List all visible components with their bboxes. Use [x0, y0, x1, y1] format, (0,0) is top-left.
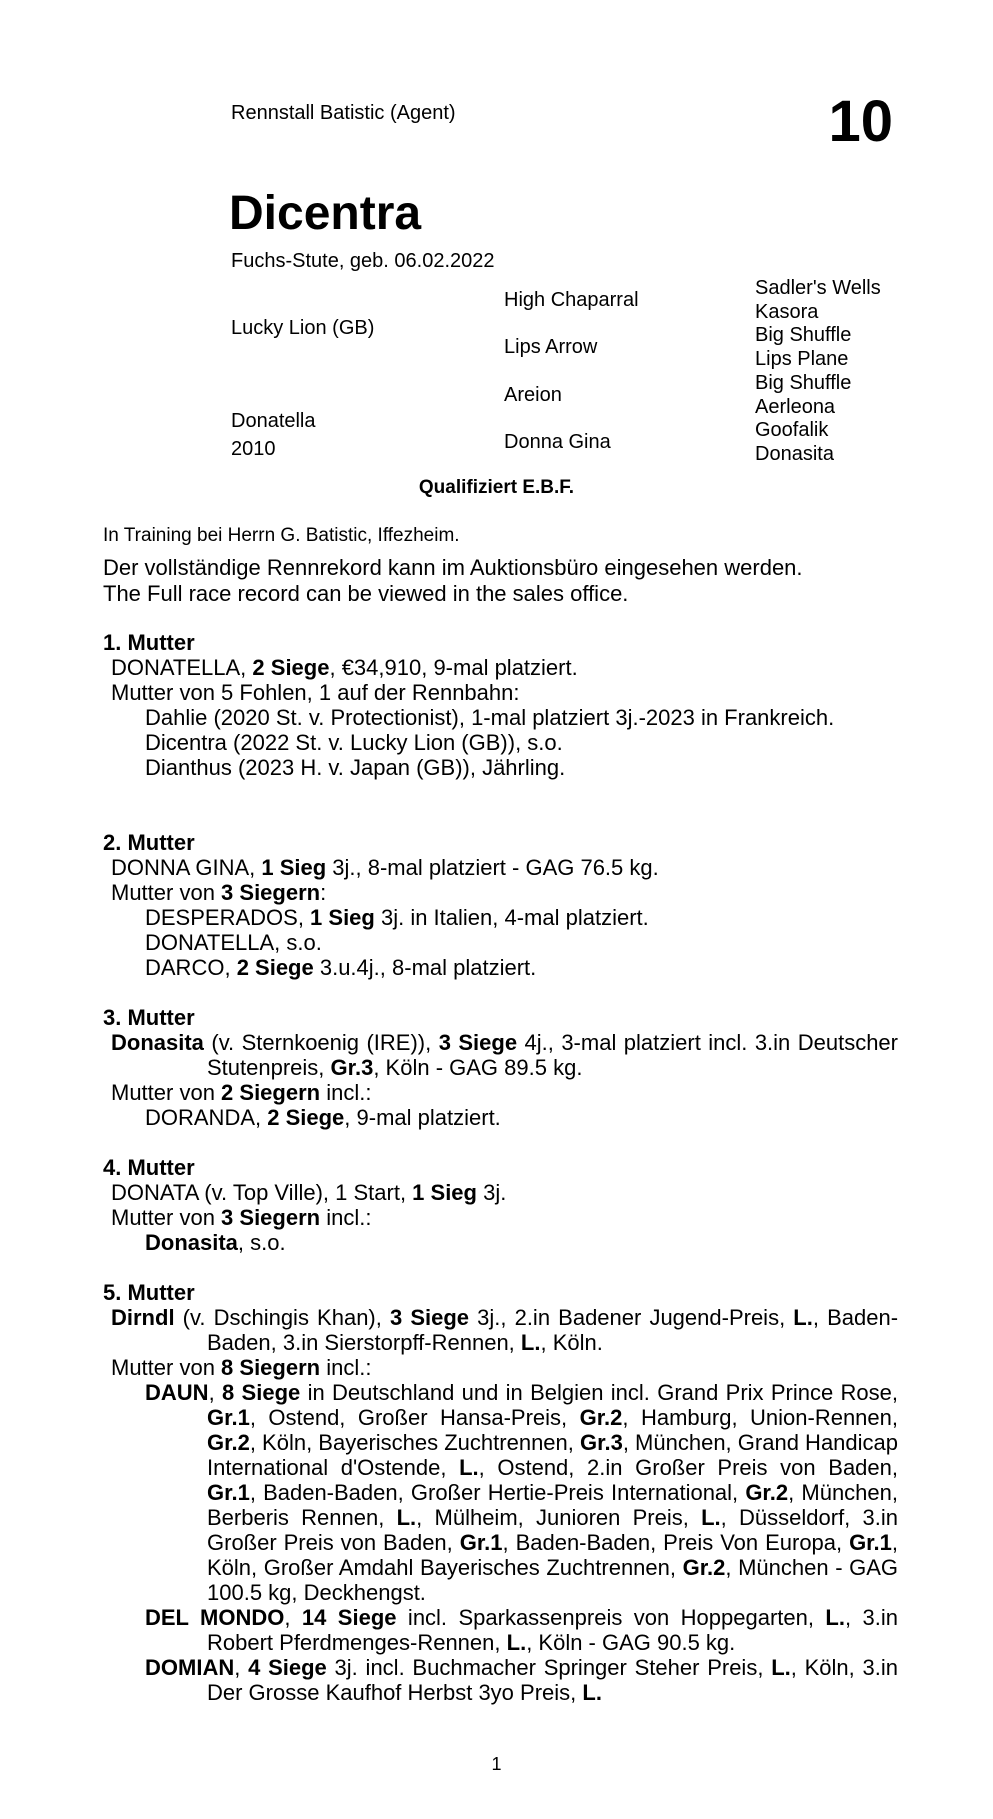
- pedigree-sire: Lucky Lion (GB): [231, 317, 375, 339]
- dam-2-produce-summary: Mutter von 3 Siegern:: [111, 880, 327, 905]
- daun-text-run: , München, Berberis Rennen,: [207, 1480, 898, 1530]
- dam-3-title: 3. Mutter: [103, 1005, 195, 1030]
- horse-name: Dicentra: [229, 187, 422, 240]
- pedigree-dam: Donatella: [231, 410, 316, 432]
- dam-4-title: 4. Mutter: [103, 1155, 195, 1180]
- record-note-de: Der vollständige Rennrekord kann im Auktionsbüro eingesehen werden.: [103, 555, 803, 580]
- delmondo-text-run: ,: [284, 1605, 302, 1630]
- domian-text-run: , Köln, 3.in Der Grosse Kaufhof Herbst 3yo Preis,: [207, 1655, 898, 1705]
- daun-text-run: , Mülheim, Junioren Preis,: [416, 1505, 702, 1530]
- daun-text-run: , Düsseldorf, 3.in Großer Preis von Baden,: [207, 1505, 899, 1555]
- dam-2-section: [103, 830, 898, 980]
- pedigree-gen3-6: Aerleona: [755, 396, 836, 418]
- domian-text-run: ,: [234, 1655, 249, 1680]
- pedigree-dam-year: 2010: [231, 438, 276, 460]
- dam-5-offspring-daun: [103, 1380, 898, 1605]
- consignor: Rennstall Batistic (Agent): [231, 102, 456, 124]
- dam-5-title: 5. Mutter: [103, 1280, 195, 1305]
- delmondo-text-run: L.: [506, 1630, 527, 1655]
- domian-text-run: L.: [771, 1655, 791, 1680]
- domian-text-run: 4 Siege: [248, 1655, 327, 1680]
- pedigree-gen3-5: Big Shuffle: [755, 372, 852, 394]
- dam-1-line: DONATELLA, 2 Siege, €34,910, 9-mal platziert.: [111, 655, 578, 680]
- dam-1-produce-summary: Mutter von 5 Fohlen, 1 auf der Rennbahn:: [111, 680, 520, 705]
- dam-4-produce-summary: Mutter von 3 Siegern incl.:: [111, 1205, 372, 1230]
- daun-text-run: L.: [396, 1505, 417, 1530]
- page-number: 1: [491, 1754, 502, 1774]
- daun-text-run: Gr.1: [849, 1530, 892, 1555]
- dam-3-section: [103, 1005, 898, 1130]
- daun-text-run: in Deutschland und in Belgien incl. Grand Prix Prince Rose,: [300, 1380, 899, 1405]
- pedigree-sire-sire: High Chaparral: [504, 289, 639, 311]
- dam-5-offspring-domian: [103, 1655, 898, 1705]
- dam-1-offspring: Dahlie (2020 St. v. Protectionist), 1-mal platziert 3j.-2023 in Frankreich.: [145, 705, 835, 730]
- dam-2-offspring: DARCO, 2 Siege 3.u.4j., 8-mal platziert.: [145, 955, 537, 980]
- daun-text-run: Gr.2: [745, 1480, 789, 1505]
- dam-3-offspring: DORANDA, 2 Siege, 9-mal platziert.: [145, 1105, 501, 1130]
- daun-text-run: 8 Siege: [222, 1380, 301, 1405]
- dam-1-offspring: Dianthus (2023 H. v. Japan (GB)), Jährling.: [145, 755, 566, 780]
- daun-text-run: , München, Grand Handicap International d'Ostende,: [207, 1430, 899, 1480]
- daun-text-run: Gr.1: [207, 1480, 250, 1505]
- pedigree-sire-dam: Lips Arrow: [504, 336, 598, 358]
- dam-1-offspring: Dicentra (2022 St. v. Lucky Lion (GB)), s.o.: [145, 730, 563, 755]
- delmondo-text-run: L.: [825, 1605, 845, 1630]
- horse-description: Fuchs-Stute, geb. 06.02.2022: [231, 250, 495, 272]
- pedigree-gen3-8: Donasita: [755, 443, 834, 465]
- daun-text-run: Gr.3: [580, 1430, 623, 1455]
- daun-text-run: , Ostend, Großer Hansa-Preis,: [249, 1405, 580, 1430]
- daun-text-run: ,: [208, 1380, 222, 1405]
- daun-text-run: L.: [459, 1455, 479, 1480]
- delmondo-text-run: , 3.in Robert Pferdmenges-Rennen,: [207, 1605, 898, 1655]
- record-note: [103, 555, 903, 607]
- delmondo-text-run: incl. Sparkassenpreis von Hoppegarten,: [396, 1605, 826, 1630]
- delmondo-text-run: 14 Siege: [301, 1605, 397, 1630]
- pedigree-gen3-1: Sadler's Wells: [755, 277, 881, 299]
- training-note: In Training bei Herrn G. Batistic, Iffezheim.: [103, 525, 460, 546]
- dam-4-section: [103, 1155, 898, 1255]
- dam-3-produce-summary: Mutter von 2 Siegern incl.:: [111, 1080, 372, 1105]
- dam-2-offspring: DONATELLA, s.o.: [145, 930, 322, 955]
- dam-2-offspring: DESPERADOS, 1 Sieg 3j. in Italien, 4-mal platziert.: [145, 905, 649, 930]
- daun-text-run: Gr.2: [579, 1405, 623, 1430]
- daun-text-run: , Köln, Großer Amdahl Bayerisches Zuchtrennen,: [207, 1530, 898, 1580]
- daun-text-run: , Ostend, 2.in Großer Preis von Baden,: [478, 1455, 899, 1480]
- dam-1-section: [103, 630, 898, 780]
- pedigree-dam-dam: Donna Gina: [504, 431, 611, 453]
- dam-5-section: [103, 1280, 898, 1705]
- delmondo-text-run: , Köln - GAG 90.5 kg.: [526, 1630, 736, 1655]
- dam-5-offspring-del-mondo: [103, 1605, 898, 1655]
- daun-text-run: , Köln, Bayerisches Zuchtrennen,: [249, 1430, 581, 1455]
- pedigree-dam-sire: Areion: [504, 384, 562, 406]
- daun-text-run: , München - GAG 100.5 kg, Deckhengst.: [207, 1555, 898, 1605]
- pedigree-gen3-4: Lips Plane: [755, 348, 849, 370]
- dam-4-line: DONATA (v. Top Ville), 1 Start, 1 Sieg 3j.: [111, 1180, 507, 1205]
- lot-number: 10: [828, 89, 893, 154]
- qualification: Qualifiziert E.B.F.: [418, 477, 575, 498]
- daun-text-run: Gr.1: [207, 1405, 250, 1430]
- daun-text-run: L.: [701, 1505, 721, 1530]
- pedigree-gen3-3: Big Shuffle: [755, 324, 852, 346]
- delmondo-text-run: DEL MONDO: [145, 1605, 285, 1630]
- daun-text-run: , Baden-Baden, Großer Hertie-Preis International,: [249, 1480, 746, 1505]
- domian-text-run: L.: [582, 1680, 602, 1705]
- dam-5-produce-summary: Mutter von 8 Siegern incl.:: [111, 1355, 372, 1380]
- dam-3-line: Donasita (v. Sternkoenig (IRE)), 3 Siege 4j., 3-mal platziert incl. 3.in Deutscher Stutenpreis, Gr.3, Köln - GAG 89.5 kg.: [111, 1030, 898, 1080]
- pedigree-gen3-2: Kasora: [755, 301, 819, 323]
- pedigree-gen3-7: Goofalik: [755, 419, 829, 441]
- daun-text-run: Gr.1: [459, 1530, 503, 1555]
- dam-5-line: Dirndl (v. Dschingis Khan), 3 Siege 3j., 2.in Badener Jugend-Preis, L., Baden-Baden, 3.in Sierstorpff-Rennen, L., Köln.: [111, 1305, 899, 1355]
- daun-text-run: , Hamburg, Union-Rennen,: [622, 1405, 898, 1430]
- daun-text-run: , Baden-Baden, Preis Von Europa,: [502, 1530, 850, 1555]
- domian-text-run: DOMIAN: [145, 1655, 235, 1680]
- dam-4-offspring: Donasita, s.o.: [145, 1230, 286, 1255]
- daun-text-run: Gr.2: [207, 1430, 250, 1455]
- dam-2-title: 2. Mutter: [103, 830, 195, 855]
- dam-1-title: 1. Mutter: [103, 630, 195, 655]
- domian-text-run: 3j. incl. Buchmacher Springer Steher Preis,: [326, 1655, 772, 1680]
- daun-text-run: Gr.2: [682, 1555, 726, 1580]
- dam-2-line: DONNA GINA, 1 Sieg 3j., 8-mal platziert - GAG 76.5 kg.: [111, 855, 659, 880]
- daun-text-run: DAUN: [145, 1380, 209, 1405]
- record-note-en: The Full race record can be viewed in the sales office.: [103, 581, 629, 606]
